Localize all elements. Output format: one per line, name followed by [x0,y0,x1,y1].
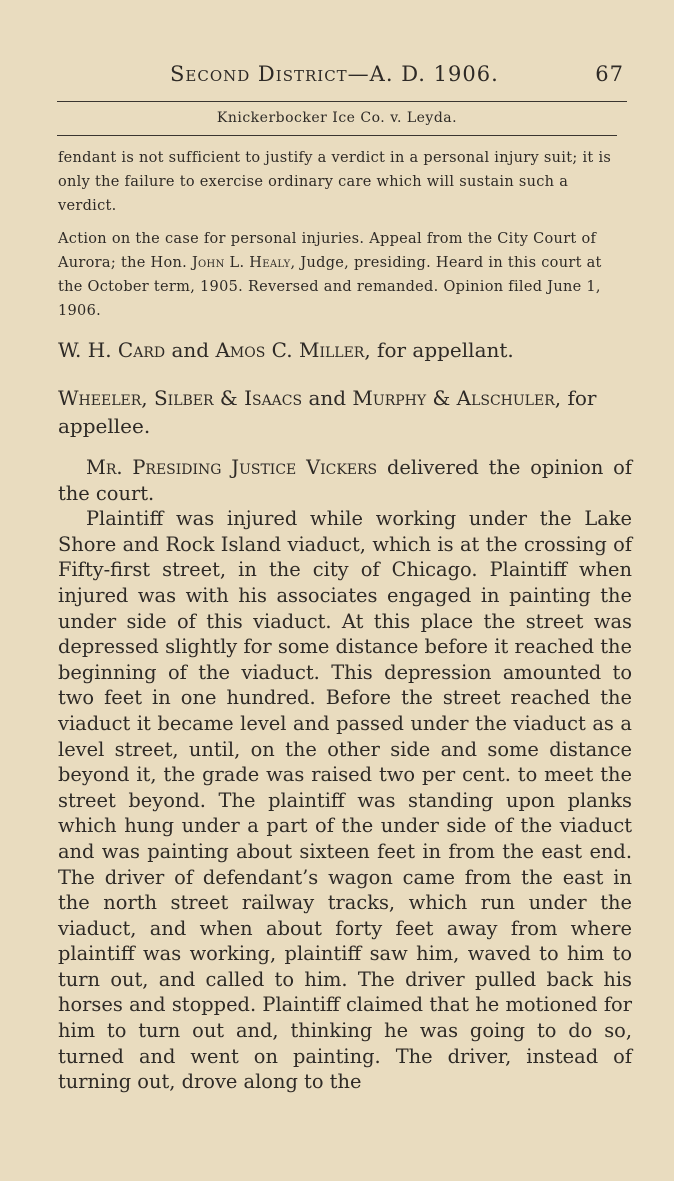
opinion-intro [58,455,632,506]
running-title: Knickerbocker Ice Co. v. Leyda. [216,110,458,126]
opinion-text [58,455,632,1095]
appellee-counsel [58,384,630,440]
justice-name: Mr. Presiding Justice Vickers [86,456,378,479]
appellant-attorney-2: Amos C. Miller [215,338,365,362]
running-title-rule [57,135,617,136]
opinion-body-paragraph: Plaintiff was injured while working under the Lake Shore and Rock Island viaduct, which is at the crossing of Fifty-first street, in the city of Chicago. Plaintiff when injured was with his associates engaged in painting the under side of this viaduct. At this place the street was depressed slightly for some distance before it reached the beginning of the viaduct. This depression amounted to two feet in one hundred. Before the street reached the viaduct it became level and passed under the viaduct as a level street, until, on the other side and some distance beyond it, the grade was raised two per cent. to meet the street beyond. The plaintiff was standing upon planks which hung under a part of the under side of the viaduct and was painting about sixteen feet in from the east end. The driver of defendant’s wagon came from the east in the north street railway tracks, which run under the viaduct, and when about forty feet away from where plaintiff was working, plaintiff saw him, waved to him to turn out, and called to him. The driver pulled back his horses and stopped. Plaintiff claimed that he motioned for him to turn out and, thinking he was going to do so, turned and went on painting. The driver, instead of turning out, drove along to the [58,507,632,1094]
appellee-conjunction: and [302,386,353,410]
appellant-attorney-1: W. H. Card [58,338,166,362]
case-statement-part-1: Action on the case for personal injuries. Appeal from the City Court of Aurora; the Hon. [58,231,597,271]
syllabus-paragraph: fendant is not sufficient to justify a verdict in a personal injury suit; it is only the failure to exercise ordinary care which will sustain such a verdict. [58,150,612,214]
judge-name: John L. Healy [191,255,291,271]
appellant-role: , for appellant. [364,338,514,362]
appellee-firm-2: Murphy & Alschuler [352,386,555,410]
appellant-counsel [58,336,630,364]
header-rule [57,101,627,102]
opinion-intro-rest: delivered the opinion of the court. [58,456,633,505]
page-header-title: Second District—A. D. 1906. [170,62,499,86]
appellee-role: , for appellee. [58,386,597,438]
appellee-firm-1: Wheeler, Silber & Isaacs [58,386,303,410]
page-number: 67 [595,62,624,86]
case-statement-part-2: , Judge, presiding. Heard in this court at the October term, 1905. Reversed and remanded. Opinion filed June 1, 1906. [58,255,602,319]
case-statement [58,227,630,323]
page-header [170,62,640,86]
appellant-conjunction: and [165,338,216,362]
